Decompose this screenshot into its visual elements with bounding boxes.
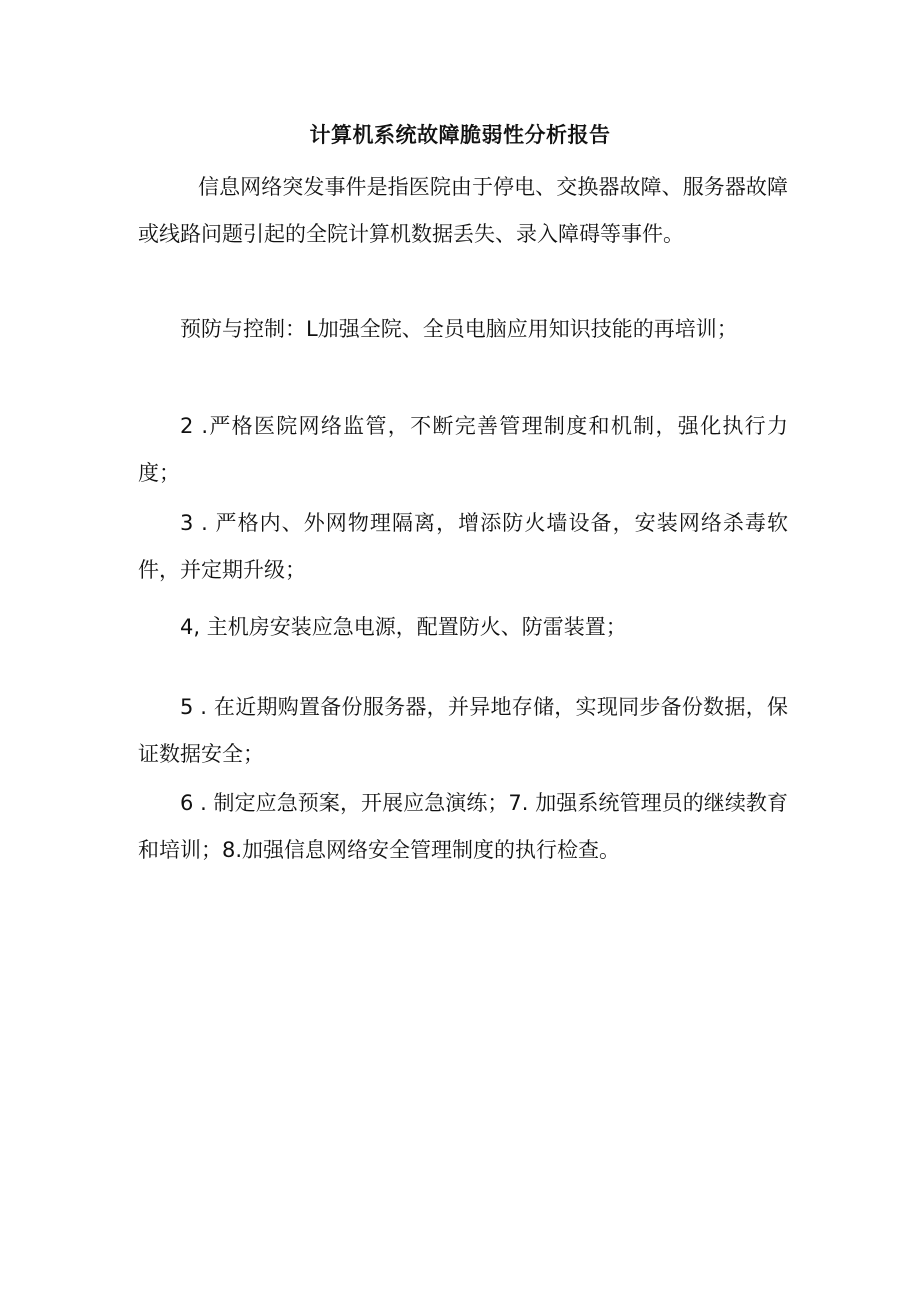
- paragraph-prevention-1: 预防与控制：L加强全院、全员电脑应用知识技能的再培训；: [180, 317, 738, 341]
- paragraph-prevention-3: 3 . 严格内、外网物理隔离，增添防火墙设备，安装网络杀毒软件，并定期升级；: [138, 511, 788, 582]
- paragraph-prevention-5: 5 . 在近期购置备份服务器，并异地存储，实现同步备份数据，保证数据安全；: [138, 695, 788, 766]
- paragraph-prevention-2: 2 .严格医院网络监管，不断完善管理制度和机制，强化执行力度；: [138, 414, 788, 485]
- document-title: 计算机系统故障脆弱性分析报告: [309, 123, 611, 147]
- paragraph-prevention-4: 4, 主机房安装应急电源，配置防火、防雷装置；: [180, 615, 627, 639]
- paragraph-definition: 信息网络突发事件是指医院由于停电、交换器故障、服务器故障或线路问题引起的全院计算机数据丢失、录入障碍等事件。: [138, 175, 788, 246]
- paragraph-prevention-6-8: 6 . 制定应急预案，开展应急演练；7. 加强系统管理员的继续教育和培训；8.加强信息网络安全管理制度的执行检查。: [138, 791, 788, 862]
